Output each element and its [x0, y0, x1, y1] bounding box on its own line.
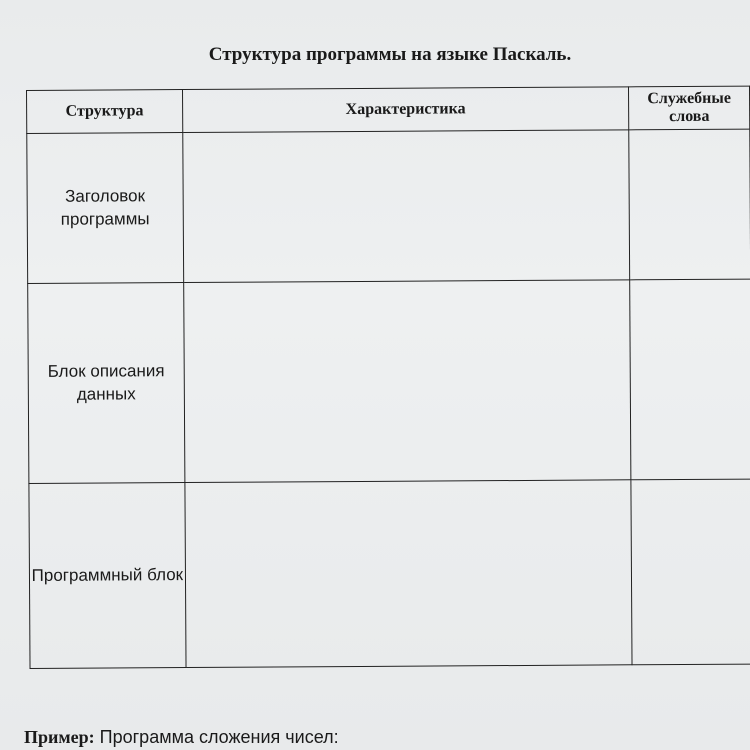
example-line: [24, 727, 339, 748]
page-title: Структура программы на языке Паскаль.: [208, 44, 572, 65]
cell-characteristic[interactable]: [185, 480, 633, 668]
header-structure: Структура: [27, 90, 183, 134]
cell-keywords[interactable]: [630, 279, 750, 480]
cell-keywords[interactable]: [631, 479, 750, 665]
cell-keywords[interactable]: [629, 129, 750, 280]
cell-characteristic[interactable]: [183, 130, 630, 283]
structure-table: [26, 86, 750, 669]
table-header-row: [27, 86, 750, 133]
row-label-data-block: Блок описания данных: [28, 283, 185, 484]
table-row: [29, 479, 750, 668]
header-characteristic: Характеристика: [182, 87, 629, 133]
table-row: [28, 279, 750, 483]
row-label-heading: Заголовок программы: [27, 133, 184, 284]
cell-characteristic[interactable]: [183, 280, 631, 483]
row-label-program-block: Программный блок: [29, 483, 186, 669]
table-row: [27, 129, 750, 283]
example-label: Пример:: [24, 727, 95, 747]
example-text: Программа сложения чисел:: [99, 727, 339, 747]
header-keywords: Служебные слова: [629, 86, 750, 130]
